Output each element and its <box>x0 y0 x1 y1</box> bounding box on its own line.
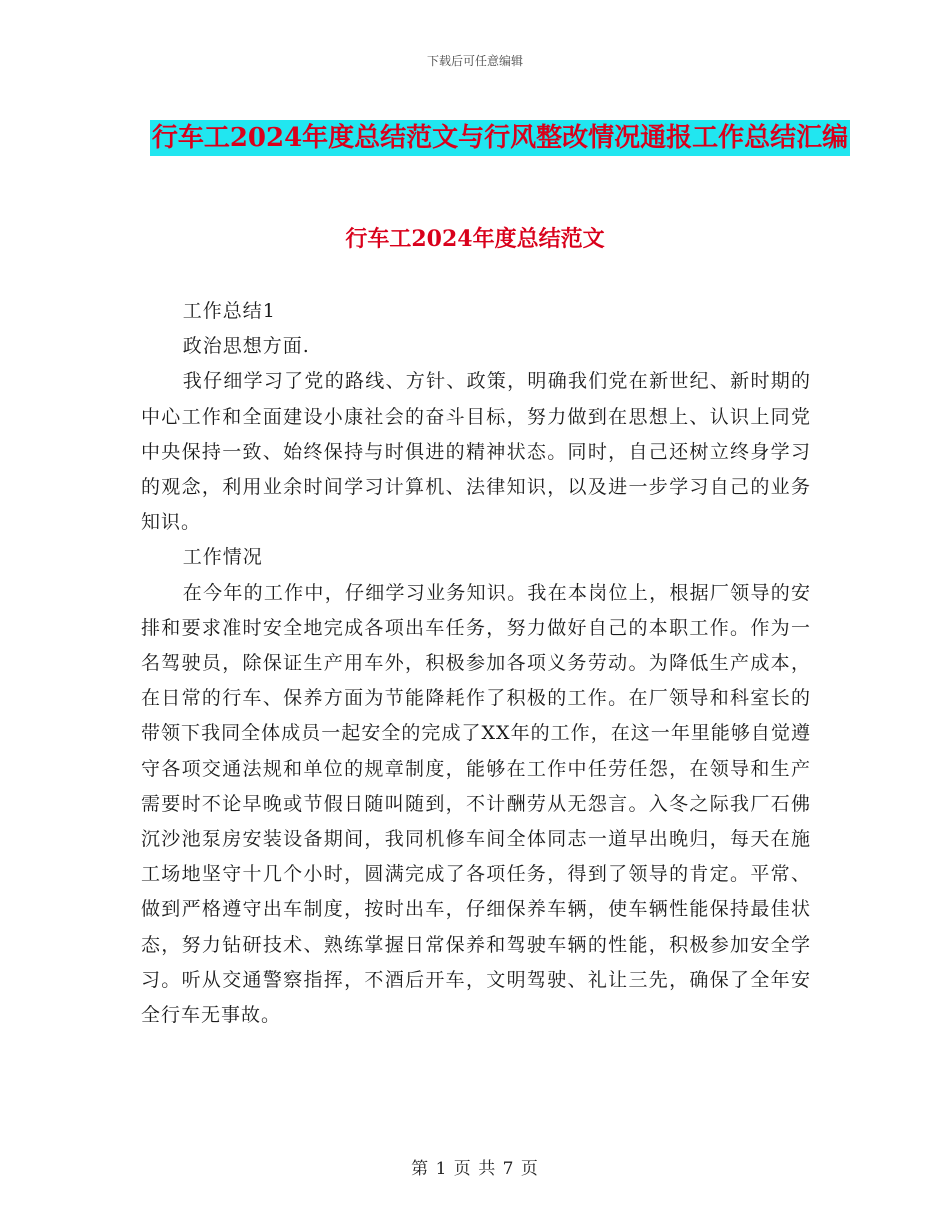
page-number-footer: 第 1 页 共 7 页 <box>411 1159 539 1179</box>
page-header-note: 下载后可任意编辑 <box>426 54 523 68</box>
paragraph-political-body: 我仔细学习了党的路线、方针、政策，明确我们党在新世纪、新时期的中心工作和全面建设小康社会的奋斗目标，努力做到在思想上、认识上同党中央保持一致、始终保持与时俱进的精神状态。同时，自己还树立终身学习的观念，利用业余时间学习计算机、法律知识，以及进一步学习自己的业务知识。 <box>141 370 811 534</box>
document-body <box>141 294 811 1033</box>
paragraph-political-heading: 政治思想方面. <box>182 335 310 358</box>
paragraph-work-body: 在今年的工作中，仔细学习业务知识。我在本岗位上，根据厂领导的安排和要求准时安全地完成各项出车任务，努力做好自己的本职工作。作为一名驾驶员，除保证生产用车外，积极参加各项义务劳动。为降低生产成本，在日常的行车、保养方面为节能降耗作了积极的工作。在厂领导和科室长的带领下我同全体成员一起安全的完成了XX年的工作，在这一年里能够自觉遵守各项交通法规和单位的规章制度，能够在工作中任劳任怨，在领导和生产需要时不论早晚或节假日随叫随到，不计酬劳从无怨言。入冬之际我厂石佛沉沙池泵房安装设备期间，我同机修车间全体同志一道早出晚归，每天在施工场地坚守十几个小时，圆满完成了各项任务，得到了领导的肯定。平常、做到严格遵守出车制度，按时出车，仔细保养车辆，使车辆性能保持最佳状态，努力钻研技术、熟练掌握日常保养和驾驶车辆的性能，积极参加安全学习。听从交通警察指挥，不酒后开车，文明驾驶、礼让三先，确保了全年安全行车无事故。 <box>141 581 811 1027</box>
section-title: 行车工2024年度总结范文 <box>345 226 605 252</box>
document-title-text: 行车工2024年度总结范文与行风整改情况通报工作总结汇编 <box>150 120 850 156</box>
document-title <box>120 110 880 166</box>
paragraph-work-summary-label: 工作总结1 <box>182 300 276 322</box>
paragraph-work-heading: 工作情况 <box>182 546 263 569</box>
